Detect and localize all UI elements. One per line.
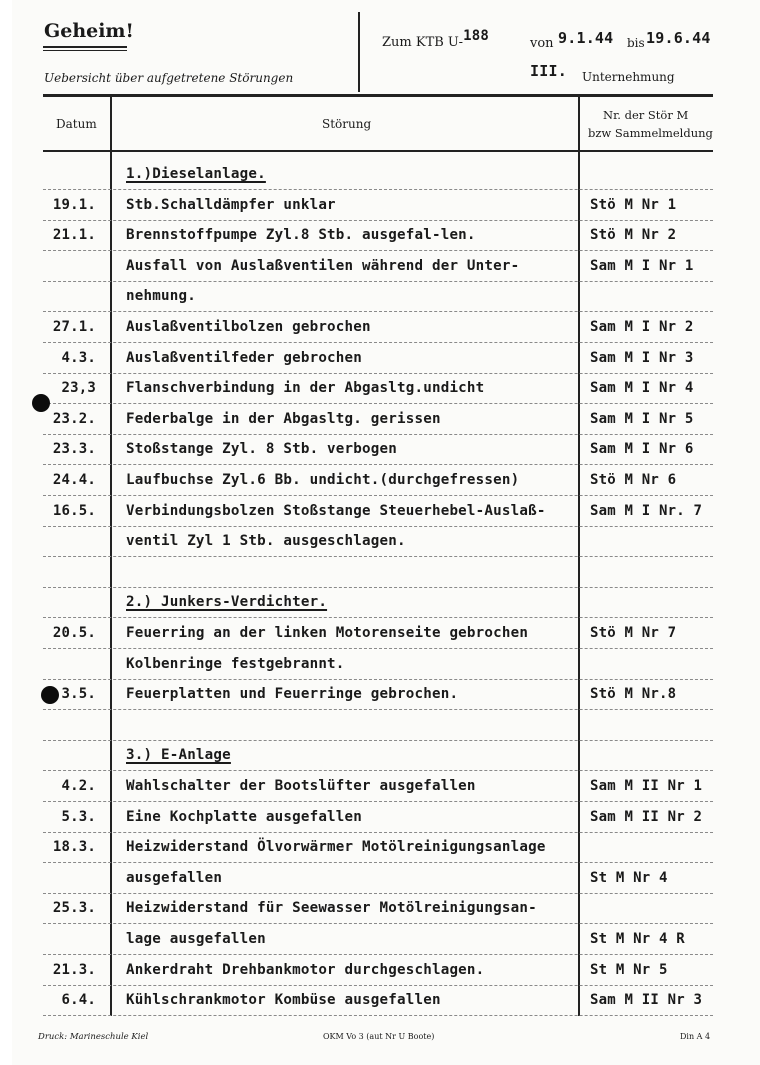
punch-hole-bottom <box>41 686 59 704</box>
row-description: Feuerplatten und Feuerringe gebrochen. <box>126 686 459 703</box>
table-row <box>0 405 760 435</box>
title-underline <box>43 46 127 48</box>
table-row <box>0 619 760 649</box>
row-date: 18.3. <box>52 839 96 856</box>
table-row <box>0 772 760 802</box>
to-date: 19.6.44 <box>646 29 711 47</box>
row-date: 5.3. <box>61 808 96 825</box>
table-row <box>0 252 760 282</box>
table-header-rule <box>43 150 713 152</box>
row-description: Verbindungsbolzen Stoßstange Steuerhebel-Auslaß- <box>126 502 546 519</box>
table-row <box>0 986 760 1016</box>
table-row <box>0 221 760 251</box>
row-description: Brennstoffpumpe Zyl.8 Stb. ausgefal-len. <box>126 227 476 244</box>
from-date: 9.1.44 <box>558 29 614 47</box>
row-separator <box>43 1015 713 1016</box>
row-date: 20.5. <box>52 625 96 641</box>
row-reference: Sam M I Nr 3 <box>590 349 694 366</box>
table-top-rule <box>43 94 713 97</box>
row-date: 6.4. <box>61 992 96 1009</box>
row-date: 23,3 <box>61 380 96 397</box>
row-reference: St M Nr 5 <box>590 961 668 978</box>
table-row <box>0 497 760 527</box>
section-heading: 1.)Dieselanlage. <box>126 166 266 182</box>
row-reference: St M Nr 4 R <box>590 931 685 947</box>
row-date: 23.3. <box>52 441 96 458</box>
row-description: Stoßstange Zyl. 8 Stb. verbogen <box>126 441 397 458</box>
row-reference: Sam M II Nr 1 <box>590 778 703 794</box>
table-row <box>0 313 760 343</box>
row-description: Ankerdraht Drehbankmotor durchgeschlagen. <box>126 961 485 978</box>
boat-reference <box>382 28 489 50</box>
row-reference: Stö M Nr 6 <box>590 472 677 488</box>
row-date: 27.1. <box>52 319 96 335</box>
row-description: Ausfall von Auslaßventilen während der Unter- <box>126 257 520 274</box>
table-row <box>0 466 760 496</box>
section-heading: 3.) E-Anlage <box>126 747 231 764</box>
row-date: 21.3. <box>52 961 96 978</box>
row-reference: Sam M I Nr 5 <box>590 410 694 427</box>
table-row <box>0 558 760 588</box>
document-title <box>44 20 134 42</box>
table-row <box>0 894 760 924</box>
section-heading-row <box>0 160 760 190</box>
document-subtitle: Uebersicht über aufgetretene Störungen <box>44 71 294 85</box>
boat-prefix: Zum KTB U- <box>382 35 464 50</box>
footer-paper-size: Din A 4 <box>680 1032 711 1041</box>
row-description: Heizwiderstand für Seewasser Motölreinigungsan- <box>126 900 537 917</box>
table-row <box>0 344 760 374</box>
column-header-ref-1: Nr. der Stör M <box>603 108 689 122</box>
row-date: 3.5. <box>61 686 96 703</box>
column-header-ref-2: bzw Sammelmeldung <box>588 126 713 140</box>
row-description: Laufbuchse Zyl.6 Bb. undicht.(durchgefressen) <box>126 472 520 488</box>
row-description: Federbalge in der Abgasltg. gerissen <box>126 410 441 427</box>
row-description: Kühlschrankmotor Kombüse ausgefallen <box>126 992 441 1009</box>
table-row <box>0 711 760 741</box>
row-reference: Sam M I Nr 1 <box>590 257 694 274</box>
row-reference: St M Nr 4 <box>590 869 668 886</box>
row-reference: Stö M Nr 2 <box>590 227 677 244</box>
section-heading-row <box>0 741 760 771</box>
row-reference: Stö M Nr.8 <box>590 686 677 703</box>
table-row <box>0 282 760 312</box>
row-date: 16.5. <box>52 502 96 519</box>
title-underline-2 <box>43 50 127 51</box>
boat-number: 188 <box>463 28 489 44</box>
row-description: lage ausgefallen <box>126 931 266 947</box>
header-divider <box>358 12 360 92</box>
row-description: nehmung. <box>126 288 196 305</box>
punch-hole-top <box>32 394 50 412</box>
table-row <box>0 833 760 863</box>
row-date: 4.3. <box>61 349 96 366</box>
row-reference: Stö M Nr 1 <box>590 196 677 213</box>
row-date: 19.1. <box>52 196 96 213</box>
table-row <box>0 925 760 955</box>
row-description: Auslaßventilfeder gebrochen <box>126 349 363 366</box>
row-date: 21.1. <box>52 227 96 244</box>
row-date: 4.2. <box>61 778 96 794</box>
title-text: Geheim! <box>44 20 134 42</box>
row-description: Auslaßventilbolzen gebrochen <box>126 319 371 335</box>
column-header-stoerung: Störung <box>322 117 372 131</box>
section-heading-row <box>0 588 760 618</box>
von-label: von <box>530 36 554 51</box>
table-row <box>0 374 760 404</box>
table-row <box>0 803 760 833</box>
section-heading: 2.) Junkers-Verdichter. <box>126 594 328 611</box>
row-description: Feuerring an der linken Motorenseite gebrochen <box>126 625 529 641</box>
row-description: Kolbenringe festgebrannt. <box>126 655 345 672</box>
row-description: Flanschverbindung in der Abgasltg.undicht <box>126 380 485 397</box>
patrol-number: III. <box>530 62 567 80</box>
unternehmung-label: Unternehmung <box>582 70 675 84</box>
row-reference: Stö M Nr 7 <box>590 625 677 641</box>
table-row <box>0 435 760 465</box>
row-description: Heizwiderstand Ölvorwärmer Motölreinigungsanlage <box>126 839 546 856</box>
row-date: 24.4. <box>52 472 96 488</box>
table-row <box>0 650 760 680</box>
table-row <box>0 864 760 894</box>
table-row <box>0 191 760 221</box>
row-date: 25.3. <box>52 900 96 917</box>
row-date: 23.2. <box>52 410 96 427</box>
footer-printer: Druck: Marineschule Kiel <box>38 1032 149 1042</box>
row-description: Wahlschalter der Bootslüfter ausgefallen <box>126 778 476 794</box>
row-description: ausgefallen <box>126 869 223 886</box>
row-reference: Sam M II Nr 2 <box>590 808 703 825</box>
row-description: Stb.Schalldämpfer unklar <box>126 196 336 213</box>
row-reference: Sam M I Nr 6 <box>590 441 694 458</box>
row-reference: Sam M II Nr 3 <box>590 992 703 1009</box>
column-header-datum: Datum <box>56 117 97 131</box>
row-description: Eine Kochplatte ausgefallen <box>126 808 363 825</box>
table-row <box>0 680 760 710</box>
bis-label: bis <box>627 36 645 50</box>
table-row <box>0 956 760 986</box>
footer-form-number: OKM Vo 3 (aut Nr U Boote) <box>323 1032 435 1041</box>
table-row <box>0 527 760 557</box>
row-reference: Sam M I Nr. 7 <box>590 502 703 519</box>
row-description: ventil Zyl 1 Stb. ausgeschlagen. <box>126 533 406 550</box>
row-reference: Sam M I Nr 4 <box>590 380 694 397</box>
row-reference: Sam M I Nr 2 <box>590 319 694 335</box>
